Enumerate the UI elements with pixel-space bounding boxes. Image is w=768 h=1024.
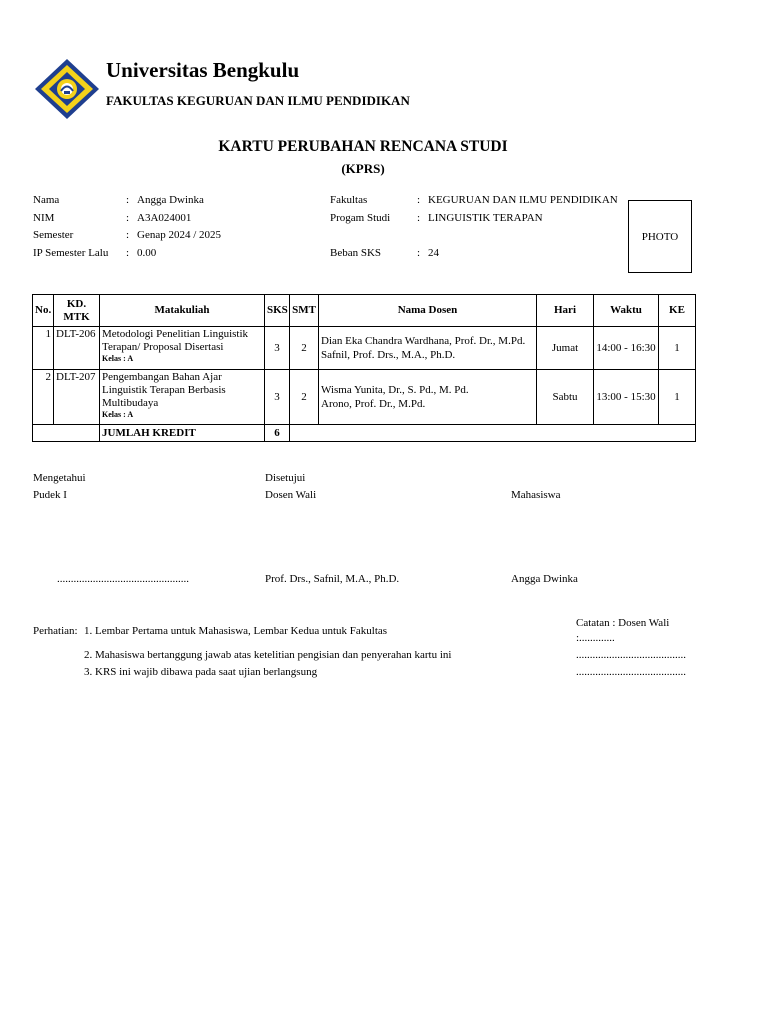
row-sks: 3	[265, 370, 290, 425]
dosen-wali-label: Dosen Wali	[265, 489, 317, 501]
university-logo	[34, 58, 100, 120]
kelas-label: Kelas : A	[102, 354, 134, 363]
mahasiswa-name: Angga Dwinka	[511, 573, 578, 585]
disetujui-label: Disetujui	[265, 472, 306, 484]
dosen-wali-name: Prof. Drs., Safnil, M.A., Ph.D.	[265, 573, 400, 585]
semester-sep: :	[126, 229, 130, 241]
row-smt: 2	[290, 327, 319, 370]
catatan-label: Catatan : Dosen Wali	[576, 617, 670, 629]
row-dosen	[319, 327, 537, 370]
header-kd	[54, 295, 100, 327]
header-kd-line1: KD.	[66, 297, 87, 310]
total-spacer	[33, 425, 100, 442]
total-label: JUMLAH KREDIT	[100, 425, 265, 442]
dosen-line1: Wisma Yunita, Dr., S. Pd., M. Pd.	[321, 384, 469, 396]
document-subtitle: (KPRS)	[341, 161, 385, 176]
photo-label: PHOTO	[641, 230, 679, 243]
document-title: KARTU PERUBAHAN RENCANA STUDI	[218, 138, 508, 155]
total-row	[33, 425, 696, 442]
header-no: No.	[33, 295, 54, 327]
header-sks: SKS	[265, 295, 290, 327]
table-header-row	[33, 295, 696, 327]
catatan-line-3: ........................................	[576, 666, 686, 678]
header-hari: Hari	[537, 295, 594, 327]
mahasiswa-label: Mahasiswa	[511, 489, 561, 501]
ip-sep: :	[126, 247, 130, 259]
row-kd: DLT-206	[54, 327, 100, 370]
row-ke: 1	[659, 370, 696, 425]
row-matakuliah	[100, 327, 265, 370]
row-sks: 3	[265, 327, 290, 370]
catatan-line-1: :.............	[576, 632, 615, 644]
matakuliah-line1: Metodologi Penelitian Linguistik	[102, 328, 249, 340]
row-kd: DLT-207	[54, 370, 100, 425]
row-no: 2	[33, 370, 54, 425]
semester-value: Genap 2024 / 2025	[137, 229, 222, 241]
total-empty	[290, 425, 696, 442]
nama-label: Nama	[33, 194, 60, 206]
matakuliah-line1: Pengembangan Bahan Ajar	[102, 371, 222, 383]
header-smt: SMT	[290, 295, 319, 327]
header-kd-line2: MTK	[63, 310, 90, 323]
fakultas-sep: :	[417, 194, 421, 206]
kelas-label: Kelas : A	[102, 410, 134, 419]
prodi-label: Progam Studi	[330, 212, 391, 224]
prodi-sep: :	[417, 212, 421, 224]
table-row	[33, 370, 696, 425]
note-item-1: 1. Lembar Pertama untuk Mahasiswa, Lembar Kedua untuk Fakultas	[84, 625, 388, 637]
fakultas-label: Fakultas	[330, 194, 368, 206]
row-waktu: 14:00 - 16:30	[594, 327, 659, 370]
dosen-line2: Arono, Prof. Dr., M.Pd.	[321, 398, 426, 410]
university-name: Universitas Bengkulu	[106, 58, 300, 82]
dosen-line1: Dian Eka Chandra Wardhana, Prof. Dr., M.Pd.	[321, 335, 526, 347]
ip-value: 0.00	[137, 247, 157, 259]
course-table	[32, 294, 696, 442]
note-item-2: 2. Mahasiswa bertanggung jawab atas ketelitian pengisian dan penyerahan kartu ini	[84, 649, 452, 661]
row-hari: Sabtu	[537, 370, 594, 425]
matakuliah-line2: Terapan/ Proposal Disertasi	[102, 341, 224, 353]
dosen-line2: Safnil, Prof. Drs., M.A., Ph.D.	[321, 349, 456, 361]
nama-value: Angga Dwinka	[137, 194, 204, 206]
ip-label: IP Semester Lalu	[33, 247, 109, 259]
beban-value: 24	[428, 247, 439, 259]
catatan-line-2: ........................................	[576, 649, 686, 661]
row-dosen	[319, 370, 537, 425]
note-item-3: 3. KRS ini wajib dibawa pada saat ujian berlangsung	[84, 666, 318, 678]
photo-box	[628, 200, 692, 273]
nim-label: NIM	[33, 212, 55, 224]
total-sks: 6	[265, 425, 290, 442]
row-hari: Jumat	[537, 327, 594, 370]
semester-label: Semester	[33, 229, 74, 241]
nama-sep: :	[126, 194, 130, 206]
mengetahui-label: Mengetahui	[33, 472, 86, 484]
perhatian-label: Perhatian:	[33, 625, 78, 637]
nim-value: A3A024001	[137, 212, 192, 224]
row-matakuliah	[100, 370, 265, 425]
prodi-value: LINGUISTIK TERAPAN	[428, 212, 543, 224]
fakultas-value: KEGURUAN DAN ILMU PENDIDIKAN	[428, 194, 618, 206]
row-smt: 2	[290, 370, 319, 425]
row-waktu: 13:00 - 15:30	[594, 370, 659, 425]
pudek-label: Pudek I	[33, 489, 67, 501]
header-waktu: Waktu	[594, 295, 659, 327]
faculty-name: FAKULTAS KEGURUAN DAN ILMU PENDIDIKAN	[106, 93, 410, 108]
matakuliah-line3: Multibudaya	[102, 397, 159, 409]
beban-label: Beban SKS	[330, 247, 382, 259]
table-row	[33, 327, 696, 370]
row-no: 1	[33, 327, 54, 370]
row-ke: 1	[659, 327, 696, 370]
header-ke: KE	[659, 295, 696, 327]
header-matakuliah: Matakuliah	[100, 295, 265, 327]
matakuliah-line2: Linguistik Terapan Berbasis	[102, 384, 226, 396]
pudek-signature-line: ................................................	[57, 573, 189, 585]
nim-sep: :	[126, 212, 130, 224]
header-dosen: Nama Dosen	[319, 295, 537, 327]
beban-sep: :	[417, 247, 421, 259]
